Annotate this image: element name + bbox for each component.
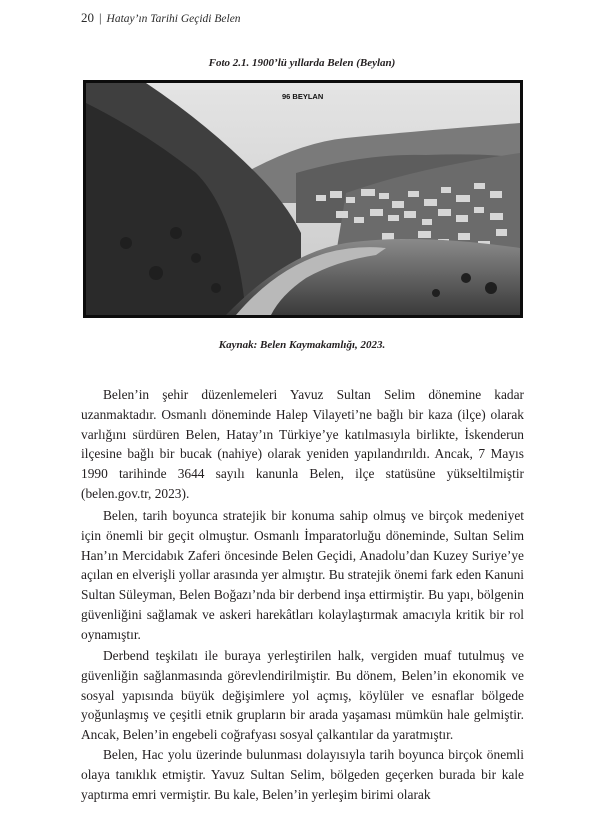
figure-caption: Foto 2.1. 1900’lü yıllarda Belen (Beylan) — [208, 57, 396, 69]
paragraph-1: Belen’in şehir düzenlemeleri Yavuz Sultan Selim dönemine kadar uzanmaktadır. Osmanlı döneminde Halep Vilayeti’ne bağlı bir kaza (ilçe) olarak varlığını sürdüren Belen, Hatay’ın Türkiye’ye katılmasıyla birlikte, İskenderun ilçesine bağlı bir bucak (nahiye) olarak yeniden yapılandırıldı. Ancak, 7 Mayıs 1990 tarihinde 3644 sayılı kanunla Belen, ilçe statüsüne yükseltilmiştir (belen.gov.tr, 2023). — [81, 387, 524, 501]
photo-inscription: 96 BEYLAN — [282, 92, 324, 101]
photo-illustration — [86, 83, 520, 315]
running-header — [81, 10, 241, 26]
header-separator: | — [99, 11, 102, 25]
figure-source: Kaynak: Belen Kaymakamlığı, 2023. — [218, 339, 386, 351]
paragraph-2: Belen, tarih boyunca stratejik bir konuma sahip olmuş ve birçok medeniyet için önemli bir geçit olmuştur. Osmanlı İmparatorluğu döneminde, Sultan Selim Han’ın Mercidabık Zaferi öncesinde Belen Geçidi, Anadolu’dan Kuzey Suriye’ye açılan en elverişli yollar arasında yer almıştır. Bu stratejik önemi fark eden Kanuni Sultan Süleyman, Belen Boğazı’nda bir derbend inşa ettirmiştir. Bu yapı, bölgenin güvenliğini sağlamak ve askeri harekâtları kolaylaştırmak amacıyla kritik bir rol oynamıştır. — [81, 508, 524, 642]
historic-photo — [83, 80, 523, 318]
page-number: 20 — [81, 10, 94, 25]
paragraph-3: Derbend teşkilatı ile buraya yerleştirilen halk, vergiden muaf tutulmuş ve güvenliğin sağlanmasında görevlendirilmiştir. Bu dönem, Belen’in ekonomik ve sosyal yapısında büyük değişimlere yol açmış, köylüler ve esnaflar bölgede yoğunlaşmış ve çeşitli etnik grupların bir arada yaşaması mümkün hale gelmiştir. Ancak, Belen’in engebeli coğrafyası sosyal çalkantılar da yaratmıştır. — [81, 648, 524, 743]
book-title: Hatay’ın Tarihi Geçidi Belen — [106, 13, 241, 25]
paragraph-4: Belen, Hac yolu üzerinde bulunması dolayısıyla tarih boyunca birçok önemli olaya tanıklık etmiştir. Yavuz Sultan Selim, bölgeden geçerken burada bir kale yaptırma emri vermiştir. Bu kale, Belen’in yerleşim birimi olarak — [81, 747, 524, 802]
